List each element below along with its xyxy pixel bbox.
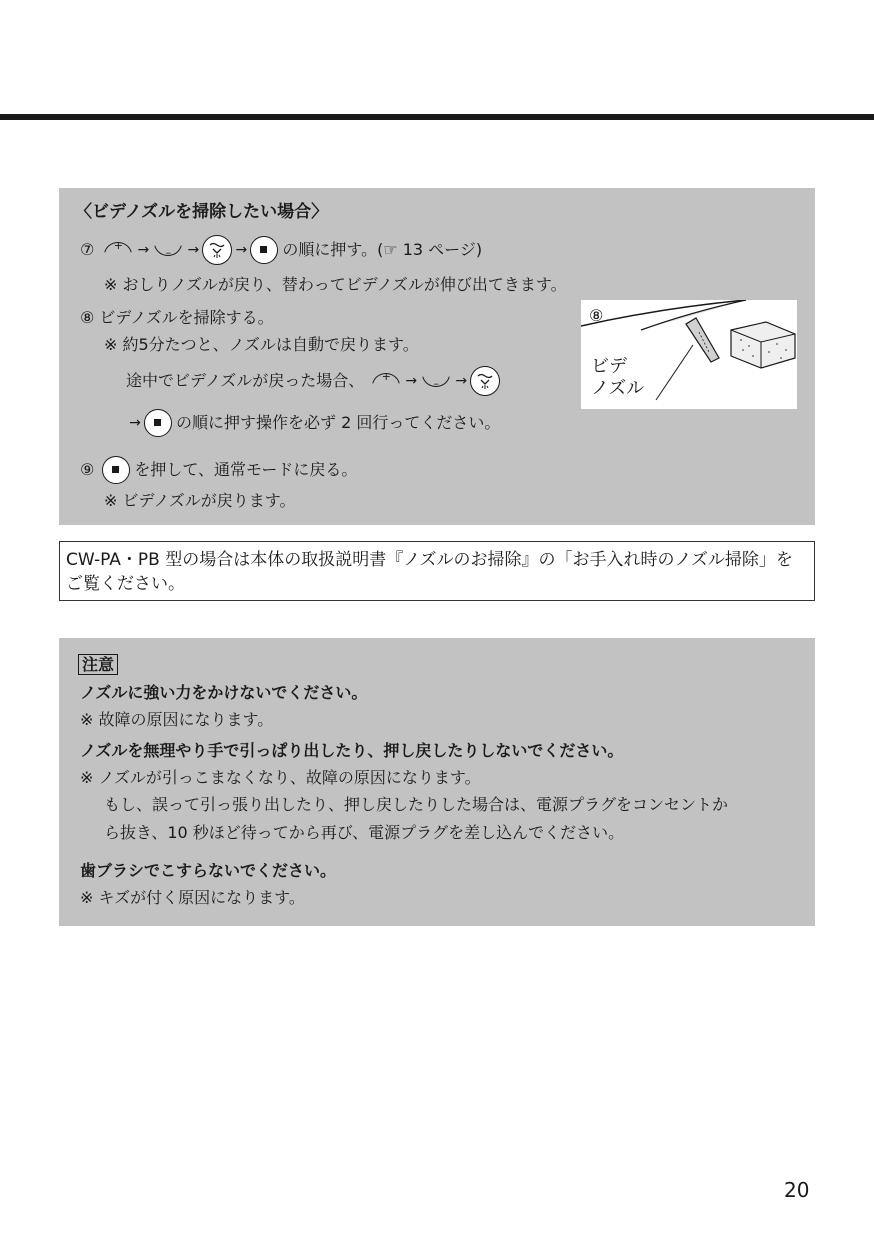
arrow-right-icon: →: [405, 373, 418, 389]
arrow-right-icon: →: [129, 415, 141, 431]
top-rule: [0, 114, 874, 120]
caution-line: ※ 故障の原因になります。: [80, 710, 274, 729]
step-8-retry-line-2: [126, 408, 500, 438]
step-8-sub1: 途中でビデノズルが戻った場合、: [126, 371, 365, 390]
step-7: [80, 235, 482, 265]
step-8-retry-line: [126, 366, 500, 396]
step-7-number: ⑦: [80, 240, 95, 259]
step-9-note: ※ ビデノズルが戻ります。: [104, 491, 296, 510]
button-up-plus-icon: +: [102, 240, 134, 260]
page-number: 20: [784, 1178, 810, 1202]
stop-button-icon: [144, 409, 172, 437]
step-7-text: の順に押す。(☞ 13 ページ): [282, 240, 483, 259]
caution-heading-2: ノズルを無理やり手で引っぱり出したり、押し戻したりしないでください。: [80, 741, 624, 760]
stop-button-icon: [250, 236, 278, 264]
step-8-sub2: の順に押す操作を必ず 2 回行ってください。: [176, 413, 501, 432]
reference-note-text: CW-PA・PB 型の場合は本体の取扱説明書『ノズルのお掃除』の「お手入れ時のノズル掃除」をご覧ください。: [66, 550, 793, 594]
arrow-right-icon: →: [455, 373, 468, 389]
caution-line: ※ キズが付く原因になります。: [80, 888, 305, 907]
step-8-note: ※ 約5分たつと、ノズルは自動で戻ります。: [104, 335, 419, 354]
caution-line: ※ ノズルが引っこまなくなり、故障の原因になります。: [80, 768, 481, 787]
button-down-minus-icon: –: [420, 371, 452, 391]
illus-label-bidet: ビデ: [591, 356, 627, 377]
section-heading: 〈ビデノズルを掃除したい場合〉: [75, 202, 329, 222]
caution-line: もし、誤って引っ張り出したり、押し戻したりした場合は、電源プラグをコンセントか: [104, 795, 729, 814]
button-up-plus-icon: +: [370, 371, 402, 391]
step-9-text: を押して、通常モードに戻る。: [134, 460, 358, 479]
arrow-right-icon: →: [137, 242, 150, 258]
caution-line: ら抜き、10 秒ほど待ってから再び、電源プラグを差し込んでください。: [104, 823, 625, 842]
step-9-number: ⑨: [80, 460, 95, 479]
bidet-button-icon: [202, 235, 232, 265]
nozzle-illustration: [581, 300, 797, 409]
illus-label-nozzle: ノズル: [591, 378, 645, 399]
stop-button-icon: [102, 456, 130, 484]
caution-label-box: [78, 654, 118, 675]
step-9: [80, 455, 357, 485]
caution-heading-3: 歯ブラシでこすらないでください。: [80, 861, 337, 880]
caution-heading-1: ノズルに強い力をかけないでください。: [80, 683, 368, 702]
step-7-note: ※ おしりノズルが戻り、替わってビデノズルが伸び出てきます。: [104, 275, 567, 294]
caution-label: 注意: [78, 654, 118, 675]
button-down-minus-icon: –: [152, 240, 184, 260]
arrow-right-icon: →: [187, 242, 200, 258]
bidet-button-icon: [470, 366, 500, 396]
illus-step-number: ⑧: [589, 306, 604, 325]
arrow-right-icon: →: [235, 242, 248, 258]
step-8-text: ⑧ ビデノズルを掃除する。: [80, 308, 274, 327]
reference-note-box: [59, 541, 815, 601]
